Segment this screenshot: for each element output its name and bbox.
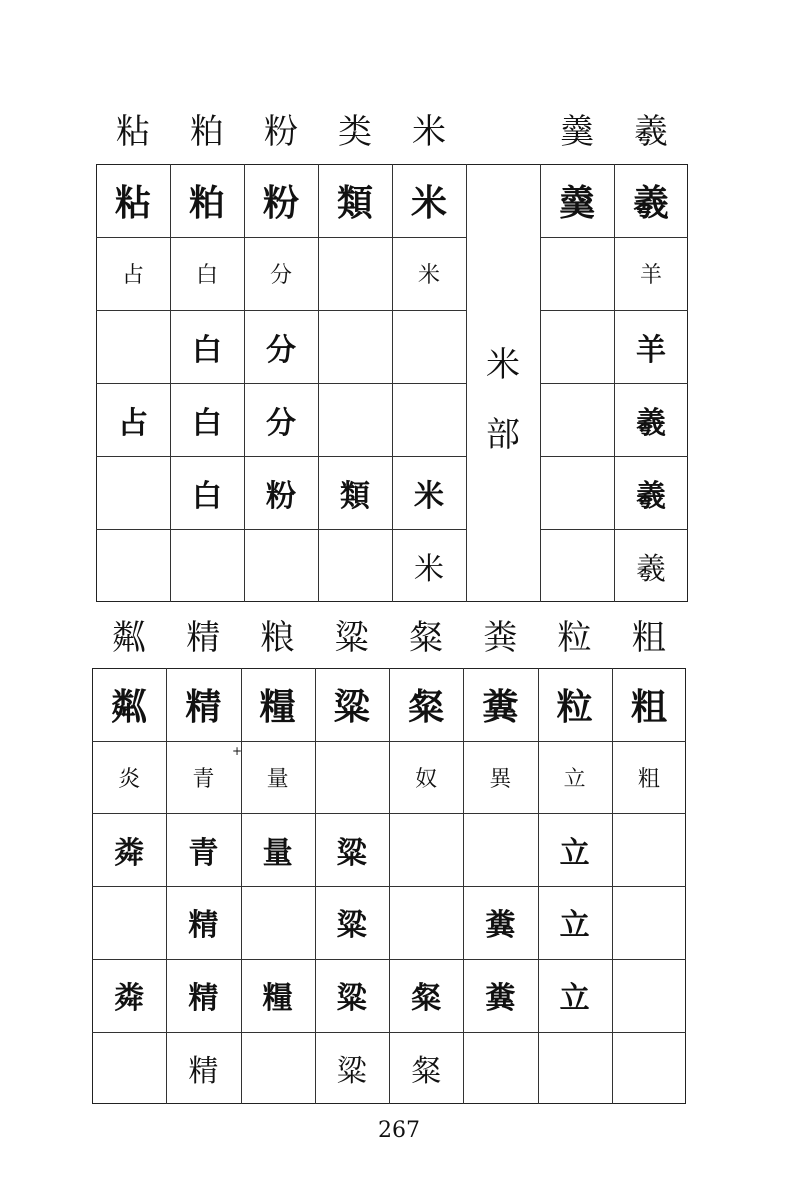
top-header-3: 粉	[264, 112, 298, 152]
top-cell-c8-r4: 羲	[636, 405, 666, 441]
top-cell-c7-r2	[540, 237, 614, 310]
bottom-cell-c2-r2: 青	[192, 766, 215, 792]
bottom-cell-c4-r3: 粱	[336, 835, 367, 871]
bottom-cell-c3-r4	[241, 886, 315, 959]
top-cell-c5-r4	[392, 383, 466, 456]
bottom-cell-c4-r4: 粱	[336, 908, 367, 944]
bottom-cell-c5-r1: 粲	[408, 685, 445, 728]
bottom-cell-c5-r2: 奴	[415, 766, 438, 792]
top-header-1: 粘	[116, 112, 150, 152]
bottom-cell-c3-r1: 糧	[259, 685, 296, 728]
radical-label-char-1: 米	[486, 345, 520, 385]
bottom-cell-c7-r6	[538, 1032, 612, 1105]
bottom-cell-c2-r3: 青	[188, 835, 219, 871]
bottom-cell-c3-r5: 糧	[262, 981, 293, 1017]
bottom-cell-c1-r6	[92, 1032, 166, 1105]
top-cell-c4-r3	[318, 310, 392, 383]
bottom-cell-c6-r1: 糞	[482, 685, 519, 728]
top-cell-c8-r2: 羊	[639, 263, 662, 288]
top-cell-c7-r6	[540, 529, 614, 602]
top-cell-c8-r6: 羲	[636, 551, 666, 587]
bottom-cell-c5-r5: 粲	[411, 981, 442, 1017]
bottom-cell-c6-r6	[463, 1032, 537, 1105]
bottom-cell-c7-r4: 立	[559, 908, 590, 944]
top-cell-c3-r4: 分	[266, 405, 296, 441]
bottom-header-1: 粼	[112, 618, 146, 658]
top-cell-c2-r2: 白	[195, 263, 218, 288]
top-cell-c2-r5: 白	[192, 478, 222, 514]
bottom-cell-c7-r2: 立	[563, 766, 586, 792]
bottom-header-2: 精	[186, 618, 221, 658]
top-cell-c8-r1: 羲	[632, 182, 669, 224]
bottom-cell-c4-r6: 粱	[336, 1053, 367, 1089]
bottom-cell-c4-r1: 粱	[333, 685, 370, 728]
top-header-2: 粕	[190, 112, 224, 152]
top-header-5: 米	[412, 112, 446, 152]
bottom-cell-c2-r6: 精	[188, 1053, 219, 1089]
bottom-cell-c1-r5: 粦	[114, 981, 145, 1017]
bottom-cell-c5-r3	[389, 813, 463, 886]
bottom-cell-c6-r5: 糞	[485, 981, 516, 1017]
bottom-cell-c1-r1: 粼	[111, 685, 148, 728]
top-cell-c3-r2: 分	[269, 263, 292, 288]
bottom-header-8: 粗	[631, 618, 666, 658]
top-cell-c3-r1: 粉	[262, 182, 299, 224]
top-cell-c1-r4: 占	[118, 405, 148, 441]
top-cell-c1-r3	[96, 310, 170, 383]
top-cell-c3-r5: 粉	[266, 478, 296, 514]
bottom-cell-c6-r2: 異	[489, 766, 512, 792]
top-cell-c4-r1: 類	[336, 182, 373, 224]
bottom-header-7: 粒	[557, 618, 592, 658]
top-cell-c8-r5: 羲	[636, 478, 666, 514]
radical-label-char-2: 部	[486, 415, 520, 455]
bottom-cell-c1-r2: 炎	[118, 766, 141, 792]
top-cell-c4-r5: 類	[340, 478, 370, 514]
bottom-cell-c3-r3: 量	[262, 835, 293, 871]
top-cell-c3-r3: 分	[266, 332, 296, 368]
top-cell-c7-r3	[540, 310, 614, 383]
bottom-cell-c1-r3: 粦	[114, 835, 145, 871]
page-number: 267	[378, 1118, 420, 1143]
bottom-cell-c7-r3: 立	[559, 835, 590, 871]
bottom-cell-c4-r5: 粱	[336, 981, 367, 1017]
bottom-header-5: 粲	[409, 618, 443, 658]
bottom-header-3: 粮	[260, 618, 295, 658]
bottom-cell-c4-r2	[315, 741, 389, 814]
bottom-cell-c7-r5: 立	[559, 981, 590, 1017]
top-cell-c1-r1: 粘	[114, 182, 151, 224]
top-cell-c8-r3: 羊	[636, 332, 666, 368]
bottom-header-4: 粱	[334, 618, 369, 658]
top-cell-c4-r2	[318, 237, 392, 310]
top-cell-c2-r1: 粕	[188, 182, 225, 224]
top-header-4: 类	[338, 112, 372, 152]
top-cell-c5-r5: 米	[414, 478, 444, 514]
bottom-cell-c8-r1: 粗	[630, 685, 667, 728]
top-cell-c5-r6: 米	[414, 551, 444, 587]
top-cell-c4-r6	[318, 529, 392, 602]
top-cell-c3-r6	[244, 529, 318, 602]
bottom-cell-c8-r5	[612, 959, 686, 1032]
bottom-cell-c7-r1: 粒	[556, 685, 593, 728]
bottom-cell-c2-r4: 精	[188, 908, 219, 944]
top-cell-c5-r3	[392, 310, 466, 383]
bottom-cell-c6-r4: 糞	[485, 908, 516, 944]
radical-label	[466, 330, 540, 470]
bottom-cell-c5-r6: 粲	[411, 1053, 442, 1089]
bottom-cell-c8-r3	[612, 813, 686, 886]
bottom-cell-c2-r5: 精	[188, 981, 219, 1017]
top-cell-c1-r5	[96, 456, 170, 529]
top-cell-c2-r4: 白	[192, 405, 222, 441]
bottom-cell-c5-r4	[389, 886, 463, 959]
top-cell-c7-r5	[540, 456, 614, 529]
top-cell-c7-r4	[540, 383, 614, 456]
top-cell-c7-r1: 羹	[558, 182, 595, 224]
bottom-cell-c2-r1: 精	[185, 685, 222, 728]
top-cell-c1-r2: 占	[121, 263, 144, 288]
top-cell-c2-r3: 白	[192, 332, 222, 368]
bottom-header-6: 粪	[483, 618, 518, 658]
top-cell-c4-r4	[318, 383, 392, 456]
bottom-cell-c8-r4	[612, 886, 686, 959]
top-cell-c5-r1: 米	[410, 182, 447, 224]
top-header-8: 羲	[634, 112, 668, 152]
top-header-7: 羹	[560, 112, 594, 152]
bottom-cell-c6-r3	[463, 813, 537, 886]
bottom-cell-c8-r6	[612, 1032, 686, 1105]
bottom-cell-c3-r2: 量	[266, 766, 289, 792]
top-cell-c1-r6	[96, 529, 170, 602]
top-cell-c2-r6	[170, 529, 244, 602]
bottom-cell-c8-r2: 粗	[637, 766, 660, 792]
bottom-cell-c3-r6	[241, 1032, 315, 1105]
top-cell-c5-r2: 米	[417, 263, 440, 288]
bottom-cell-c1-r4	[92, 886, 166, 959]
small-mark: +	[232, 744, 243, 758]
